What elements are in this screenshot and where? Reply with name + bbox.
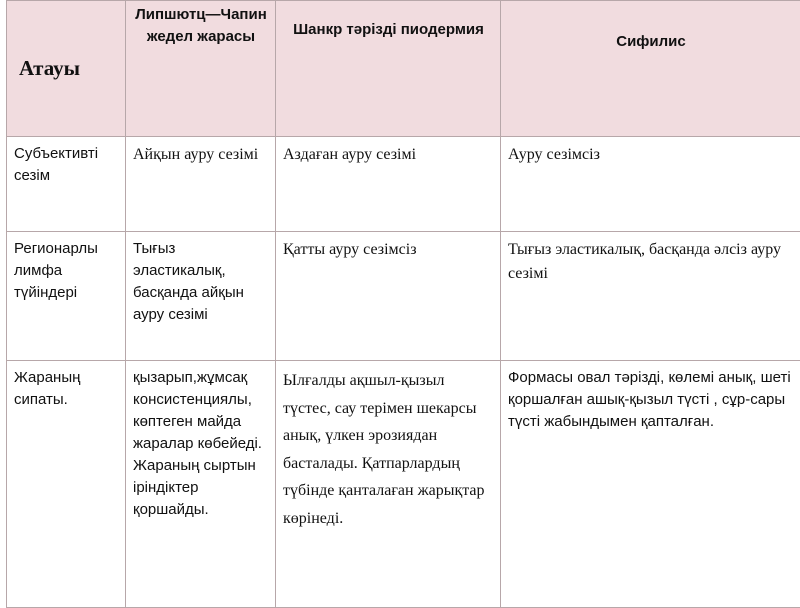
table-cell: Аздаған ауру сезімі (276, 137, 501, 232)
row-label: Жараның сипаты. (7, 361, 126, 608)
table-row (7, 361, 800, 608)
table-row (7, 232, 800, 361)
table-cell: Қатты ауру сезімсіз (276, 232, 501, 361)
comparison-table (6, 0, 800, 608)
table-row (7, 137, 800, 232)
table-cell: Тығыз эластикалық, басқанда әлсіз ауру сезімі (501, 232, 800, 361)
header-cell-lipschutz: Липшютц—Чапин жедел жарасы (126, 1, 276, 137)
table-cell: Тығыз эластикалық, басқанда айқын ауру сезімі (126, 232, 276, 361)
table-cell: Формасы овал тәрізді, көлемі анық, шеті қоршалған ашық-қызыл түсті , сұр-сары түсті жабындымен қапталған. (501, 361, 800, 608)
table-header-row (7, 1, 800, 137)
table-cell: Ылғалды ақшыл-қызыл түстес, сау терімен шекарсы анық, үлкен эрозиядан басталады. Қатпарлардың түбінде қанталаған жарықтар көрінеді. (276, 361, 501, 608)
row-label: Регионарлы лимфа түйіндері (7, 232, 126, 361)
row-label: Субъективті сезім (7, 137, 126, 232)
table-cell: Ауру сезімсіз (501, 137, 800, 232)
header-cell-syphilis: Сифилис (501, 1, 800, 137)
table-cell: Айқын ауру сезімі (126, 137, 276, 232)
table-cell: қызарып,жұмсақ консистенциялы, көптеген майда жаралар көбейеді. Жараның сыртын іріндіктер қоршайды. (126, 361, 276, 608)
header-cell-chancriform-pyoderma: Шанкр тәрізді пиодермия (276, 1, 501, 137)
header-cell-name: Атауы (7, 1, 126, 137)
